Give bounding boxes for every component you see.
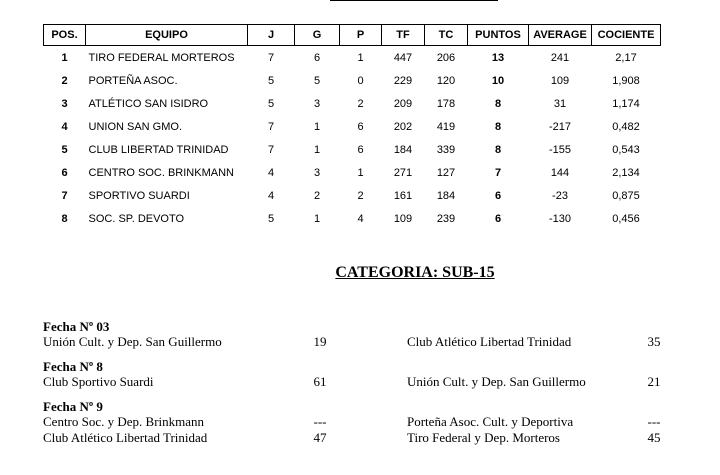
team-points: 7 <box>494 166 502 179</box>
games-won: 5 <box>313 74 321 87</box>
points-for: 161 <box>393 189 413 202</box>
team-name: ATLÉTICO SAN ISIDRO <box>88 97 209 110</box>
team-position: 6 <box>61 166 68 179</box>
games-played: 5 <box>267 212 275 225</box>
table-row <box>44 138 661 161</box>
team-ratio: 2,134 <box>612 166 640 179</box>
team-position: 8 <box>61 212 68 225</box>
games-won: 1 <box>313 143 321 156</box>
team-points: 8 <box>494 97 502 110</box>
header-lost: P <box>340 25 382 46</box>
games-played: 7 <box>267 143 275 156</box>
match-row <box>43 414 693 430</box>
away-team: Porteña Asoc. Cult. y Deportiva <box>407 414 574 429</box>
home-team: Club Sportivo Suardi <box>43 374 154 389</box>
points-against: 127 <box>436 166 456 179</box>
games-lost: 6 <box>357 120 364 133</box>
table-row <box>44 161 661 184</box>
header-points: PUNTOS <box>468 25 529 46</box>
games-played: 5 <box>267 97 275 110</box>
header-average: AVERAGE <box>529 25 592 46</box>
match-row <box>43 430 693 446</box>
points-against: 184 <box>436 189 456 202</box>
team-name: TIRO FEDERAL MORTEROS <box>88 51 235 64</box>
games-won: 6 <box>313 51 321 64</box>
games-lost: 4 <box>357 212 364 225</box>
header-points-for: TF <box>382 25 425 46</box>
points-for: 271 <box>393 166 413 179</box>
points-for: 229 <box>393 74 413 87</box>
team-name: CENTRO SOC. BRINKMANN <box>88 166 234 179</box>
team-average: 241 <box>550 51 570 64</box>
team-ratio: 1,174 <box>612 97 640 110</box>
table-row <box>44 207 661 230</box>
points-against: 206 <box>436 51 456 64</box>
games-won: 1 <box>313 120 321 133</box>
header-played: J <box>248 25 295 46</box>
points-for: 184 <box>393 143 413 156</box>
games-lost: 6 <box>357 143 364 156</box>
away-score: 35 <box>647 334 661 349</box>
points-against: 339 <box>436 143 456 156</box>
team-ratio: 0,543 <box>612 143 640 156</box>
standings-body <box>44 46 661 231</box>
games-played: 7 <box>267 120 275 133</box>
fixture-date: Fecha Nº 03 <box>43 319 110 334</box>
team-points: 6 <box>494 189 502 202</box>
team-position: 3 <box>61 97 68 110</box>
table-row <box>44 115 661 138</box>
header-won: G <box>295 25 340 46</box>
home-team: Club Atlético Libertad Trinidad <box>43 430 208 445</box>
team-average: -130 <box>548 212 572 225</box>
team-average: 144 <box>550 166 570 179</box>
games-lost: 0 <box>357 74 364 87</box>
team-ratio: 0,482 <box>612 120 640 133</box>
team-ratio: 0,875 <box>612 189 640 202</box>
header-pos: POS. <box>44 25 86 46</box>
fixture-date: Fecha Nº 8 <box>43 359 103 374</box>
away-score: 45 <box>647 430 661 445</box>
header-points-against: TC <box>425 25 468 46</box>
team-position: 7 <box>61 189 68 202</box>
fixture-date: Fecha Nº 9 <box>43 399 103 414</box>
team-name: UNION SAN GMO. <box>88 120 183 133</box>
team-name: SPORTIVO SUARDI <box>88 189 190 202</box>
team-average: -23 <box>552 189 568 202</box>
table-row <box>44 92 661 115</box>
team-ratio: 2,17 <box>615 51 637 64</box>
fixture-group <box>43 320 693 350</box>
fixture-group <box>43 360 693 390</box>
team-name: PORTEÑA ASOC. <box>88 74 178 87</box>
home-score: 47 <box>313 430 327 445</box>
team-average: -155 <box>548 143 572 156</box>
fixtures-list <box>43 320 693 456</box>
home-score: 61 <box>313 374 327 389</box>
games-lost: 2 <box>357 189 364 202</box>
match-row <box>43 334 693 350</box>
team-position: 4 <box>61 120 68 133</box>
table-row <box>44 46 661 70</box>
points-for: 209 <box>393 97 413 110</box>
home-team: Centro Soc. y Dep. Brinkmann <box>43 414 205 429</box>
team-position: 2 <box>61 74 68 87</box>
games-played: 5 <box>267 74 275 87</box>
top-divider <box>330 0 498 1</box>
team-points: 13 <box>491 51 505 64</box>
points-against: 239 <box>436 212 456 225</box>
category-title: CATEGORIA: SUB-15 <box>335 264 495 281</box>
team-average: 31 <box>553 97 567 110</box>
team-name: SOC. SP. DEVOTO <box>88 212 185 225</box>
team-points: 10 <box>491 74 505 87</box>
away-team: Club Atlético Libertad Trinidad <box>407 334 572 349</box>
team-average: 109 <box>550 74 570 87</box>
team-position: 1 <box>61 51 68 64</box>
games-won: 1 <box>313 212 321 225</box>
away-team: Unión Cult. y Dep. San Guillermo <box>407 374 586 389</box>
games-lost: 2 <box>357 97 364 110</box>
games-won: 2 <box>313 189 321 202</box>
games-played: 4 <box>267 166 275 179</box>
points-for: 109 <box>393 212 413 225</box>
team-position: 5 <box>61 143 68 156</box>
home-score: --- <box>313 414 327 429</box>
points-against: 120 <box>436 74 456 87</box>
header-ratio: COCIENTE <box>592 25 661 46</box>
team-average: -217 <box>548 120 572 133</box>
home-score: 19 <box>313 334 327 349</box>
away-score: --- <box>647 414 661 429</box>
points-for: 202 <box>393 120 413 133</box>
points-against: 419 <box>436 120 456 133</box>
header-team: EQUIPO <box>86 25 248 46</box>
points-against: 178 <box>436 97 456 110</box>
table-row <box>44 69 661 92</box>
standings-header-row <box>44 25 661 46</box>
games-won: 3 <box>313 166 321 179</box>
points-for: 447 <box>393 51 413 64</box>
home-team: Unión Cult. y Dep. San Guillermo <box>43 334 222 349</box>
games-won: 3 <box>313 97 321 110</box>
team-ratio: 0,456 <box>612 212 640 225</box>
standings-table <box>43 24 661 230</box>
away-team: Tiro Federal y Dep. Morteros <box>407 430 560 445</box>
games-played: 4 <box>267 189 275 202</box>
team-name: CLUB LIBERTAD TRINIDAD <box>88 143 229 156</box>
away-score: 21 <box>647 374 661 389</box>
fixture-group <box>43 400 693 446</box>
games-lost: 1 <box>357 166 364 179</box>
table-row <box>44 184 661 207</box>
team-points: 8 <box>494 143 502 156</box>
team-ratio: 1,908 <box>612 74 640 87</box>
match-row <box>43 374 693 390</box>
team-points: 8 <box>494 120 502 133</box>
games-played: 7 <box>267 51 275 64</box>
team-points: 6 <box>494 212 502 225</box>
games-lost: 1 <box>357 51 364 64</box>
